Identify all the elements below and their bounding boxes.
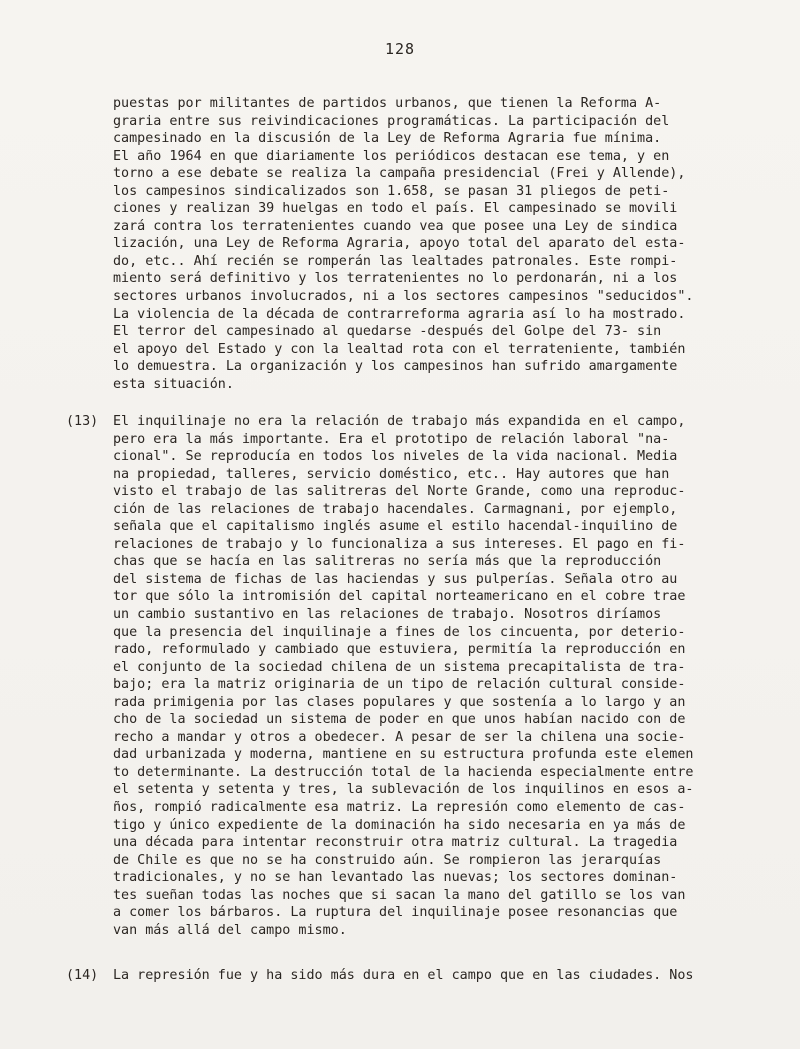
text-line: El inquilinaje no era la relación de trabajo más expandida en el campo, bbox=[113, 414, 686, 429]
text-line: rada primigenia por las clases populares y que sostenía a lo largo y an bbox=[113, 694, 686, 710]
text-line: lización, una Ley de Reforma Agraria, apoyo total del aparato del esta- bbox=[113, 236, 686, 252]
text-line: graria entre sus reivindicaciones programáticas. La participación del bbox=[113, 113, 670, 129]
footnote-text bbox=[113, 967, 693, 985]
text-line: los campesinos sindicalizados son 1.658, se pasan 31 pliegos de peti- bbox=[113, 183, 670, 199]
footnote-14 bbox=[66, 967, 693, 985]
text-line: lo demuestra. La organización y los campesinos han sufrido amargamente bbox=[113, 359, 678, 375]
text-line: recho a mandar y otros a obedecer. A pesar de ser la chilena una socie- bbox=[113, 729, 686, 745]
text-line: que la presencia del inquilinaje a fines de los cincuenta, por deterio- bbox=[113, 624, 686, 640]
text-line: tes sueñan todas las noches que si sacan la mano del gatillo se los van bbox=[113, 887, 686, 903]
text-line: ños, rompió radicalmente esa matriz. La represión como elemento de cas- bbox=[113, 800, 686, 816]
text-line: El año 1964 en que diariamente los periódicos destacan ese tema, y en bbox=[113, 148, 670, 164]
text-line: un cambio sustantivo en las relaciones de trabajo. Nosotros diríamos bbox=[113, 607, 662, 623]
text-line: rado, reformulado y cambiado que estuviera, permitía la reproducción en bbox=[113, 642, 686, 658]
text-line: el apoyo del Estado y con la lealtad rota con el terrateniente, también bbox=[113, 341, 686, 357]
text-line: cho de la sociedad un sistema de poder en que unos habían nacido con de bbox=[113, 712, 686, 728]
text-line: La violencia de la década de contrarreforma agraria así lo ha mostrado. bbox=[113, 306, 686, 322]
text-line: sectores urbanos involucrados, ni a los sectores campesinos "seducidos". bbox=[113, 289, 694, 305]
text-line: relaciones de trabajo y lo funcionaliza a sus intereses. El pago en fi- bbox=[113, 536, 686, 552]
page-number: 128 bbox=[384, 40, 416, 58]
text-line: to determinante. La destrucción total de la hacienda especialmente entre bbox=[113, 764, 694, 780]
text-line: de Chile es que no se ha construido aún. Se rompieron las jerarquías bbox=[113, 852, 662, 868]
footnote-number: (14) bbox=[66, 968, 99, 983]
text-line: do, etc.. Ahí recién se romperán las lealtades patronales. Este rompi- bbox=[113, 253, 678, 269]
text-line: bajo; era la matriz originaria de un tipo de relación cultural conside- bbox=[113, 677, 686, 693]
footnote-number: (13) bbox=[66, 414, 99, 429]
text-line: tor que sólo la intromisión del capital norteamericano en el cobre trae bbox=[113, 589, 686, 605]
text-line: El terror del campesinado al quedarse -después del Golpe del 73- sin bbox=[113, 324, 662, 340]
text-line: el setenta y setenta y tres, la sublevación de los inquilinos en esos a- bbox=[113, 782, 694, 798]
text-line: puestas por militantes de partidos urbanos, que tienen la Reforma A- bbox=[113, 96, 662, 111]
text-line: pero era la más importante. Era el prototipo de relación laboral "na- bbox=[113, 431, 670, 447]
text-line: cional". Se reproducía en todos los niveles de la vida nacional. Media bbox=[113, 449, 678, 465]
text-line: el conjunto de la sociedad chilena de un sistema precapitalista de tra- bbox=[113, 659, 686, 675]
text-line: torno a ese debate se realiza la campaña presidencial (Frei y Allende), bbox=[113, 166, 686, 182]
text-line: van más allá del campo mismo. bbox=[113, 922, 347, 938]
text-line: tradicionales, y no se han levantado las nuevas; los sectores dominan- bbox=[113, 870, 678, 886]
text-line: ciones y realizan 39 huelgas en todo el país. El campesinado se movili bbox=[113, 201, 678, 217]
text-line: campesinado en la discusión de la Ley de Reforma Agraria fue mínima. bbox=[113, 131, 662, 147]
text-line: zará contra los terratenientes cuando vea que posee una Ley de sindica bbox=[113, 218, 678, 234]
footnote-text bbox=[113, 413, 693, 939]
text-line: una década para intentar reconstruir otra matriz cultural. La tragedia bbox=[113, 835, 678, 851]
text-line: miento será definitivo y los terratenientes no lo perdonarán, ni a los bbox=[113, 271, 678, 287]
text-line: ción de las relaciones de trabajo hacendales. Carmagnani, por ejemplo, bbox=[113, 501, 678, 517]
text-line: tigo y único expediente de la dominación ha sido necesaria en ya más de bbox=[113, 817, 686, 833]
text-line: esta situación. bbox=[113, 376, 234, 392]
text-line: chas que se hacía en las salitreras no sería más que la reproducción bbox=[113, 554, 662, 570]
text-line: dad urbanizada y moderna, mantiene en su estructura profunda este elemen bbox=[113, 747, 694, 763]
footnote-13 bbox=[66, 413, 693, 939]
continuation-paragraph bbox=[113, 95, 693, 393]
text-line: señala que el capitalismo inglés asume el estilo hacendal-inquilino de bbox=[113, 519, 678, 535]
text-line: visto el trabajo de las salitreras del Norte Grande, como una reproduc- bbox=[113, 484, 686, 500]
text-line: del sistema de fichas de las haciendas y sus pulperías. Señala otro au bbox=[113, 571, 678, 587]
text-line: La represión fue y ha sido más dura en el campo que en las ciudades. Nos bbox=[113, 968, 694, 983]
text-line: na propiedad, talleres, servicio doméstico, etc.. Hay autores que han bbox=[113, 466, 670, 482]
text-line: a comer los bárbaros. La ruptura del inquilinaje posee resonancias que bbox=[113, 905, 678, 921]
